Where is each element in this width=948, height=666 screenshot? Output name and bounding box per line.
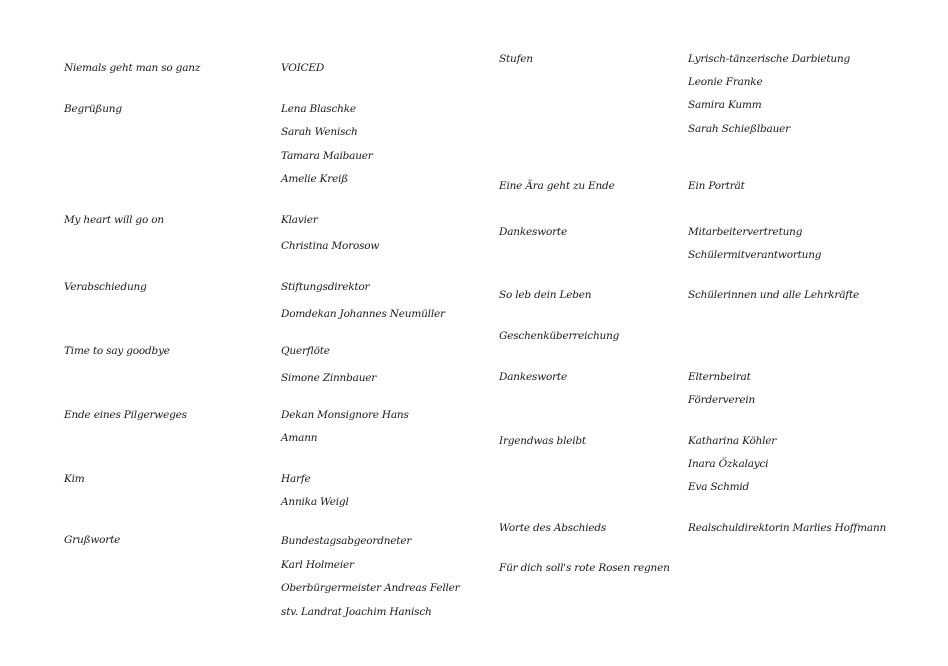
program-item-performer: Querflöte [281,345,330,357]
program-item-performer: Sarah Wenisch [281,126,358,138]
program-item-title: My heart will go on [64,214,164,226]
program-item-performer: Elternbeirat [688,371,751,383]
program-item-performer: stv. Landrat Joachim Hanisch [281,606,432,618]
program-item-performer: Tamara Maibauer [281,150,373,162]
program-item-performer: Christina Morosow [281,240,380,252]
program-item-performer: Lyrisch-tänzerische Darbietung [688,53,851,65]
program-item-performer: Förderverein [688,394,756,406]
program-item-title: So leb dein Leben [499,289,592,301]
program-item-performer: Amann [281,432,318,444]
program-item-performer: Eva Schmid [688,481,750,493]
program-item-title: Eine Ära geht zu Ende [499,180,615,192]
program-item-title: Begrüßung [64,103,122,115]
program-item-performer: Domdekan Johannes Neumüller [281,308,445,320]
program-item-title: Dankesworte [499,371,567,383]
program-item-title: Stufen [499,53,533,65]
program-item-title: Dankesworte [499,226,567,238]
program-item-performer: Karl Holmeier [281,559,354,571]
program-item-performer: Schülermitverantwortung [688,249,822,261]
program-item-title: Für dich soll's rote Rosen regnen [499,562,670,574]
program-item-performer: Klavier [281,214,318,226]
program-item-performer: VOICED [281,62,325,74]
program-item-performer: Inara Özkalayci [688,458,769,470]
program-item-performer: Bundestagsabgeordneter [281,535,412,547]
program-item-performer: Simone Zinnbauer [281,372,377,384]
program-item-title: Verabschiedung [64,281,147,293]
program-item-performer: Mitarbeitervertretung [688,226,803,238]
program-item-performer: Dekan Monsignore Hans [281,409,409,421]
program-item-performer: Katharina Köhler [688,435,777,447]
program-item-performer: Leonie Franke [688,76,763,88]
program-item-title: Niemals geht man so ganz [64,62,201,74]
program-item-title: Grußworte [64,534,121,546]
program-item-performer: Stiftungsdirektor [281,281,370,293]
program-item-performer: Amelie Kreiß [281,173,349,185]
program-item-performer: Realschuldirektorin Marlies Hoffmann [688,522,887,534]
program-item-title: Time to say goodbye [64,345,170,357]
program-item-performer: Oberbürgermeister Andreas Feller [281,582,460,594]
program-item-performer: Schülerinnen und alle Lehrkräfte [688,289,860,301]
program-item-performer: Harfe [281,473,311,485]
program-item-title: Irgendwas bleibt [499,435,586,447]
program-item-performer: Annika Weigl [281,496,349,508]
program-item-performer: Samira Kumm [688,99,762,111]
program-item-performer: Lena Blaschke [281,103,356,115]
program-item-title: Worte des Abschieds [499,522,607,534]
program-item-title: Geschenküberreichung [499,330,620,342]
program-item-title: Ende eines Pilgerweges [64,409,187,421]
program-item-title: Kim [64,473,85,485]
program-item-performer: Ein Porträt [688,180,745,192]
program-item-performer: Sarah Schießlbauer [688,123,790,135]
